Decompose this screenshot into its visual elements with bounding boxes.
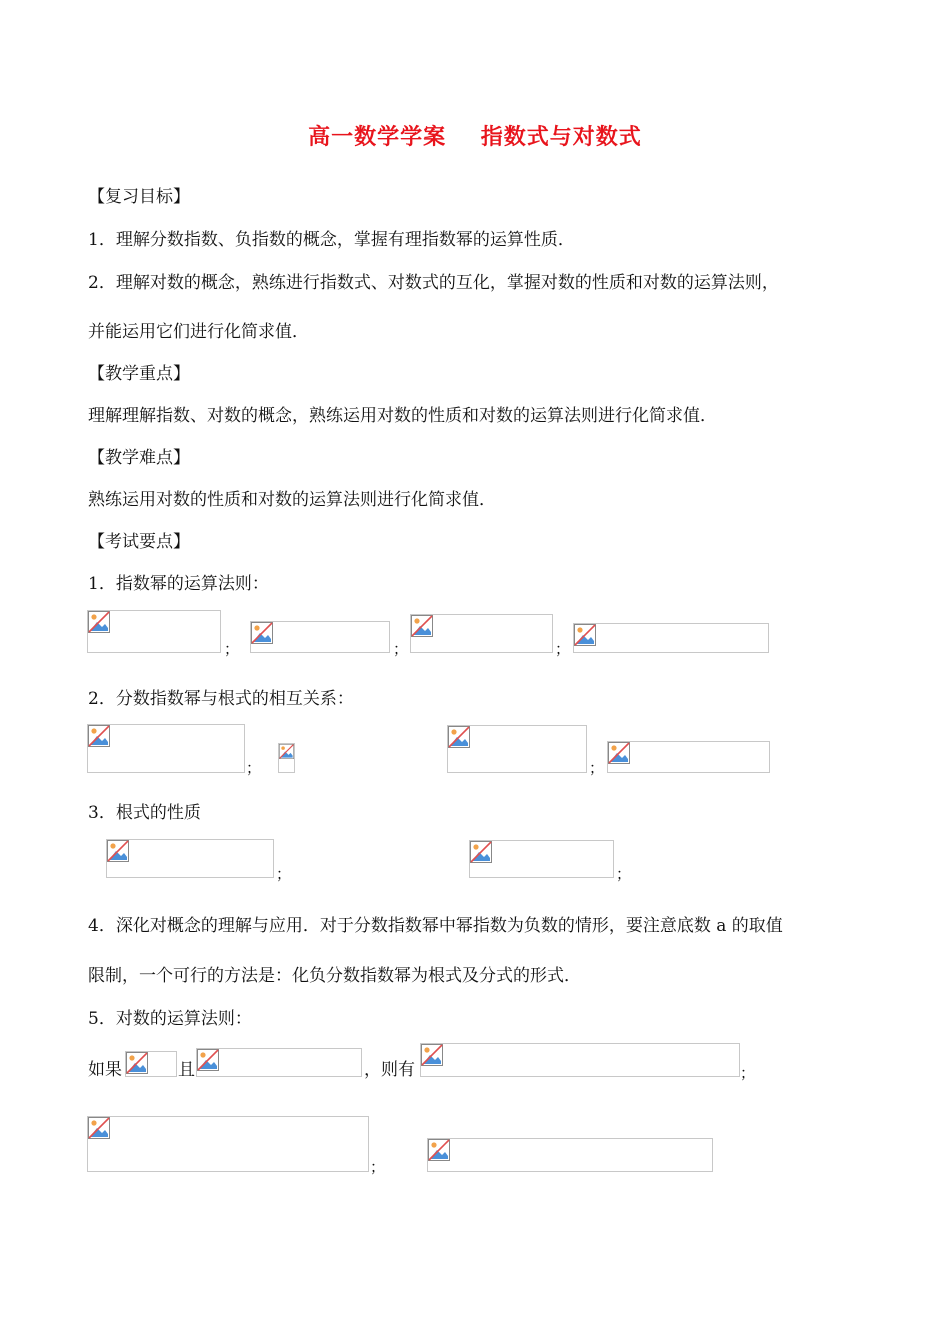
formula-image — [469, 840, 614, 878]
section-heading-difficulties: 【教学难点】 — [88, 448, 190, 468]
broken-image-icon — [251, 622, 273, 644]
difficulties-text: 熟练运用对数的性质和对数的运算法则进行化简求值． — [88, 490, 496, 510]
objective-2-line-2: 并能运用它们进行化简求值． — [88, 322, 309, 342]
exam-item-3: 3．根式的性质 — [88, 803, 201, 823]
broken-image-icon — [88, 725, 110, 747]
formula-image — [607, 741, 770, 773]
objective-2-line-1: 2．理解对数的概念，熟练进行指数式、对数式的互化，掌握对数的性质和对数的运算法则， — [88, 273, 779, 293]
if-text: 如果 — [88, 1060, 122, 1080]
broken-image-icon — [470, 841, 492, 863]
section-heading-exam: 【考试要点】 — [88, 532, 190, 552]
formula-image — [410, 614, 553, 653]
formula-image — [196, 1048, 362, 1077]
broken-image-icon — [428, 1139, 450, 1161]
broken-image-icon — [608, 742, 630, 764]
formula-image — [447, 725, 587, 773]
separator: ； — [246, 759, 262, 777]
formula-image — [250, 621, 390, 653]
separator: ； — [589, 759, 605, 777]
separator: ； — [276, 865, 292, 883]
broken-image-icon — [197, 1049, 219, 1071]
exam-item-2: 2．分数指数幂与根式的相互关系： — [88, 689, 354, 709]
formula-image — [125, 1051, 177, 1077]
formula-image — [87, 610, 221, 653]
exam-item-5: 5．对数的运算法则： — [88, 1009, 252, 1029]
section-heading-key-points: 【教学重点】 — [88, 364, 190, 384]
broken-image-icon — [126, 1052, 148, 1074]
broken-image-icon — [107, 840, 129, 862]
exam-item-4-line-1: 4．深化对概念的理解与应用．对于分数指数幂中幂指数为负数的情形，要注意底数 a 的取值 — [88, 916, 783, 936]
and-text: 且 — [178, 1060, 195, 1080]
broken-image-icon — [421, 1044, 443, 1066]
broken-image-icon — [88, 611, 110, 633]
broken-image-icon — [574, 624, 596, 646]
formula-image — [87, 1116, 369, 1172]
formula-image — [427, 1138, 713, 1172]
separator: ； — [224, 640, 240, 658]
formula-image — [420, 1043, 740, 1077]
formula-image — [87, 724, 245, 773]
broken-image-icon — [448, 726, 470, 748]
page-title: 高一数学学案 指数式与对数式 — [308, 124, 642, 150]
separator: ； — [740, 1064, 756, 1082]
broken-image-icon — [279, 744, 294, 759]
separator: ； — [555, 640, 571, 658]
exam-item-1: 1．指数幂的运算法则： — [88, 574, 269, 594]
then-text: ，则有 — [364, 1060, 415, 1080]
exam-item-4-line-2: 限制，一个可行的方法是：化负分数指数幂为根式及分式的形式． — [88, 966, 581, 986]
objective-1: 1．理解分数指数、负指数的概念，掌握有理指数幂的运算性质． — [88, 230, 575, 250]
broken-image-icon — [411, 615, 433, 637]
broken-image-icon — [88, 1117, 110, 1139]
section-heading-objectives: 【复习目标】 — [88, 187, 190, 207]
separator: ； — [616, 865, 632, 883]
formula-image — [573, 623, 769, 653]
key-points-text: 理解理解指数、对数的概念，熟练运用对数的性质和对数的运算法则进行化简求值． — [88, 406, 717, 426]
separator: ； — [370, 1158, 386, 1176]
formula-image — [278, 743, 295, 773]
formula-image — [106, 839, 274, 878]
separator: ； — [393, 640, 409, 658]
